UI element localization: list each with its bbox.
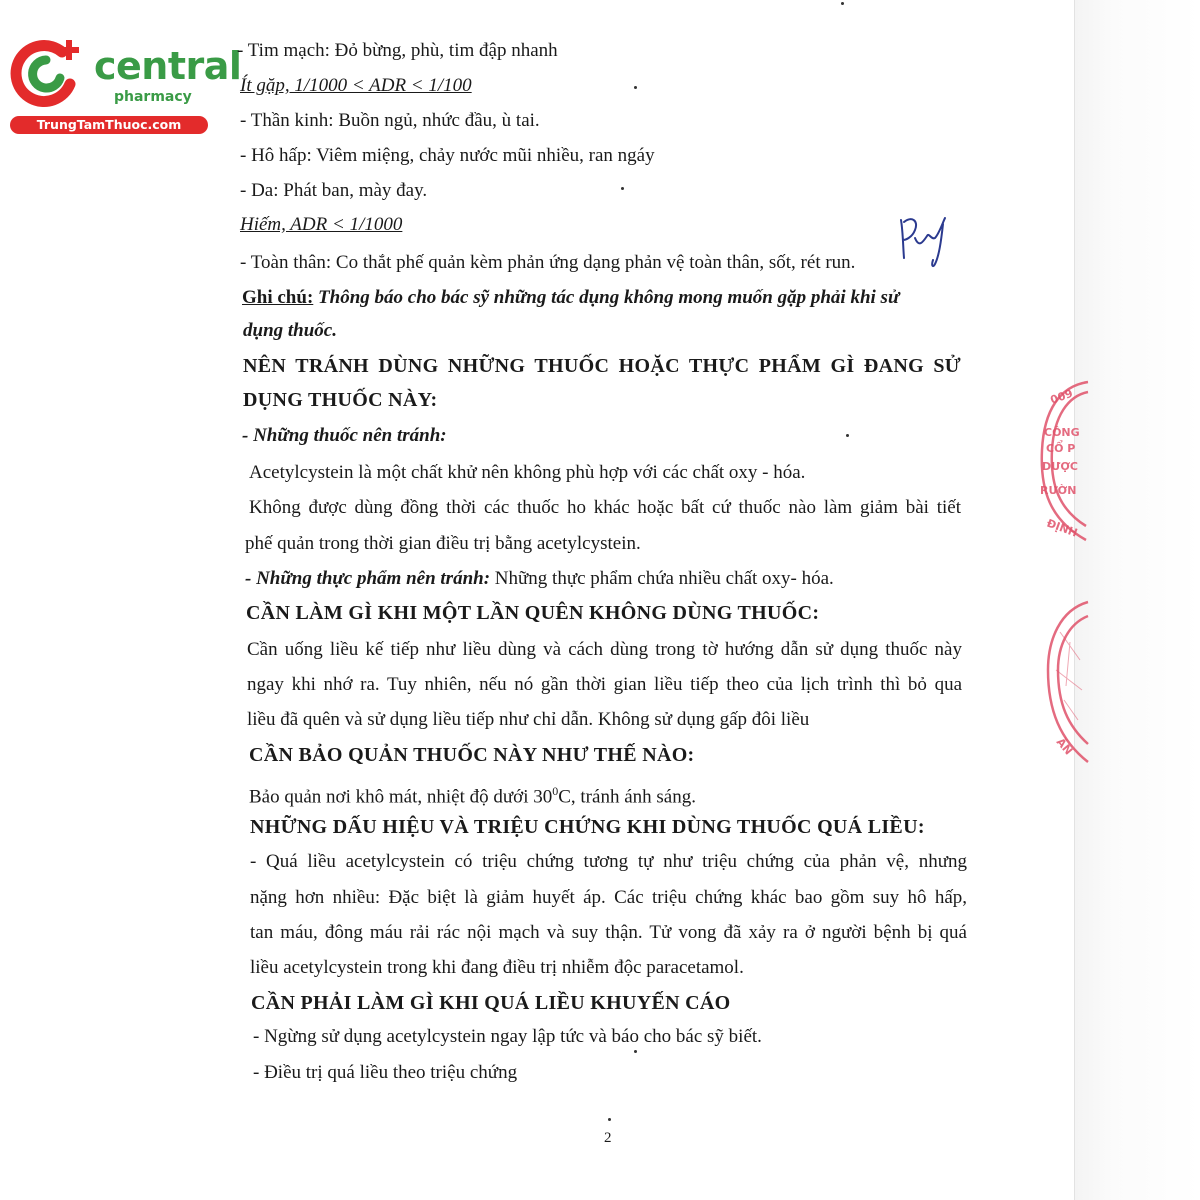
note-label: Ghi chú: [242, 287, 314, 308]
scan-speck [841, 2, 844, 5]
text-line: liều đã quên và sử dụng liều tiếp như chỉ dẫn. Không sử dụng gấp đôi liều [247, 709, 810, 730]
section-heading: CẦN BẢO QUẢN THUỐC NÀY NHƯ THẾ NÀO: [249, 744, 695, 766]
page-number: 2 [604, 1130, 612, 1146]
text-line: phế quản trong thời gian điều trị bằng acetylcystein. [245, 533, 641, 554]
handwritten-signature [895, 212, 953, 272]
note-text-continued: dụng thuốc. [243, 320, 337, 341]
logo-website-badge[interactable]: TrungTamThuoc.com [10, 116, 208, 134]
svg-text:CỔ P: CỔ P [1046, 442, 1076, 455]
text-line: Acetylcystein là một chất khử nên không phù hợp với các chất oxy - hóa. [249, 462, 806, 483]
text-line: nặng hơn nhiều: Đặc biệt là giảm huyết áp. Các triệu chứng khác bao gồm suy hô hấp, [250, 887, 967, 908]
company-seal-stamp [1030, 370, 1090, 770]
note-text: Thông báo cho bác sỹ những tác dụng không mong muốn gặp phải khi sử [318, 287, 900, 308]
svg-text:DƯỢC: DƯỢC [1042, 460, 1079, 473]
text-line: tan máu, đông máu rải rác nội mạch và suy thận. Tử vong đã xảy ra ở người bệnh bị quá [250, 922, 967, 943]
text-line: - Toàn thân: Co thắt phế quản kèm phản ứng dạng phản vệ toàn thân, sốt, rét run. [240, 252, 856, 273]
scan-speck [634, 86, 637, 89]
svg-text:RƯỜN: RƯỜN [1040, 484, 1077, 497]
frequency-heading-uncommon: Ít gặp, 1/1000 < ADR < 1/100 [240, 75, 472, 96]
text-line: Không được dùng đồng thời các thuốc ho khác hoặc bất cứ thuốc nào làm giảm bài tiết [249, 497, 961, 518]
storage-text: Bảo quản nơi khô mát, nhiệt độ dưới 30 [249, 786, 553, 808]
scan-speck [846, 434, 849, 437]
scan-speck [634, 1050, 637, 1053]
svg-text:CÔNG: CÔNG [1044, 426, 1080, 439]
section-heading: CẦN PHẢI LÀM GÌ KHI QUÁ LIỀU KHUYẾN CÁO [251, 992, 731, 1014]
subheading-drugs-to-avoid: - Những thuốc nên tránh: [242, 425, 447, 446]
section-heading: CẦN LÀM GÌ KHI MỘT LẦN QUÊN KHÔNG DÙNG THUỐC: [246, 602, 820, 624]
text-line: - Hô hấp: Viêm miệng, chảy nước mũi nhiều, ran ngáy [240, 145, 655, 166]
frequency-heading-rare: Hiếm, ADR < 1/1000 [240, 214, 403, 235]
svg-text:ĐỊNH: ĐỊNH [1044, 516, 1080, 540]
text-line: liều acetylcystein trong khi đang điều trị nhiễm độc paracetamol. [250, 957, 744, 978]
svg-text:009: 009 [1048, 386, 1075, 407]
foods-to-avoid-line [245, 566, 834, 592]
scan-speck [621, 187, 624, 190]
text-line: Cần uống liều kế tiếp như liều dùng và cách dùng trong tờ hướng dẫn sử dụng thuốc này [247, 639, 962, 660]
storage-text-end: C, tránh ánh sáng. [558, 786, 696, 808]
text-line: - Ngừng sử dụng acetylcystein ngay lập tức và báo cho bác sỹ biết. [253, 1026, 762, 1047]
logo-brand-name: central [94, 44, 242, 88]
scan-speck [608, 1118, 611, 1121]
text-line: ngay khi nhớ ra. Tuy nhiên, nếu nó gần thời gian liều tiếp theo của lịch trình thì bỏ qua [247, 674, 962, 695]
logo-subtitle: pharmacy [114, 89, 192, 105]
text-line: - Quá liều acetylcystein có triệu chứng tương tự như triệu chứng của phản vệ, nhưng [250, 851, 967, 872]
storage-line [249, 778, 696, 810]
section-heading-continued: DỤNG THUỐC NÀY: [243, 389, 438, 411]
scan-page-edge [1075, 0, 1200, 1200]
text-line: - Da: Phát ban, mày đay. [240, 180, 428, 201]
section-heading: NÊN TRÁNH DÙNG NHỮNG THUỐC HOẶC THỰC PHẨM GÌ ĐANG SỬ [243, 355, 961, 377]
note-line [242, 285, 899, 311]
text-line: - Thần kinh: Buồn ngủ, nhức đầu, ù tai. [240, 110, 540, 131]
degree-superscript: 0 [552, 784, 559, 798]
foods-to-avoid-text: Những thực phẩm chứa nhiều chất oxy- hóa. [490, 568, 834, 589]
subheading-foods-to-avoid: - Những thực phẩm nên tránh: [245, 568, 491, 589]
svg-text:ĂN: ĂN [1053, 735, 1076, 758]
section-heading: NHỮNG DẤU HIỆU VÀ TRIỆU CHỨNG KHI DÙNG THUỐC QUÁ LIỀU: [250, 816, 925, 838]
text-line: - Tim mạch: Đỏ bừng, phù, tim đập nhanh [237, 40, 558, 61]
text-line: - Điều trị quá liều theo triệu chứng [253, 1062, 518, 1083]
